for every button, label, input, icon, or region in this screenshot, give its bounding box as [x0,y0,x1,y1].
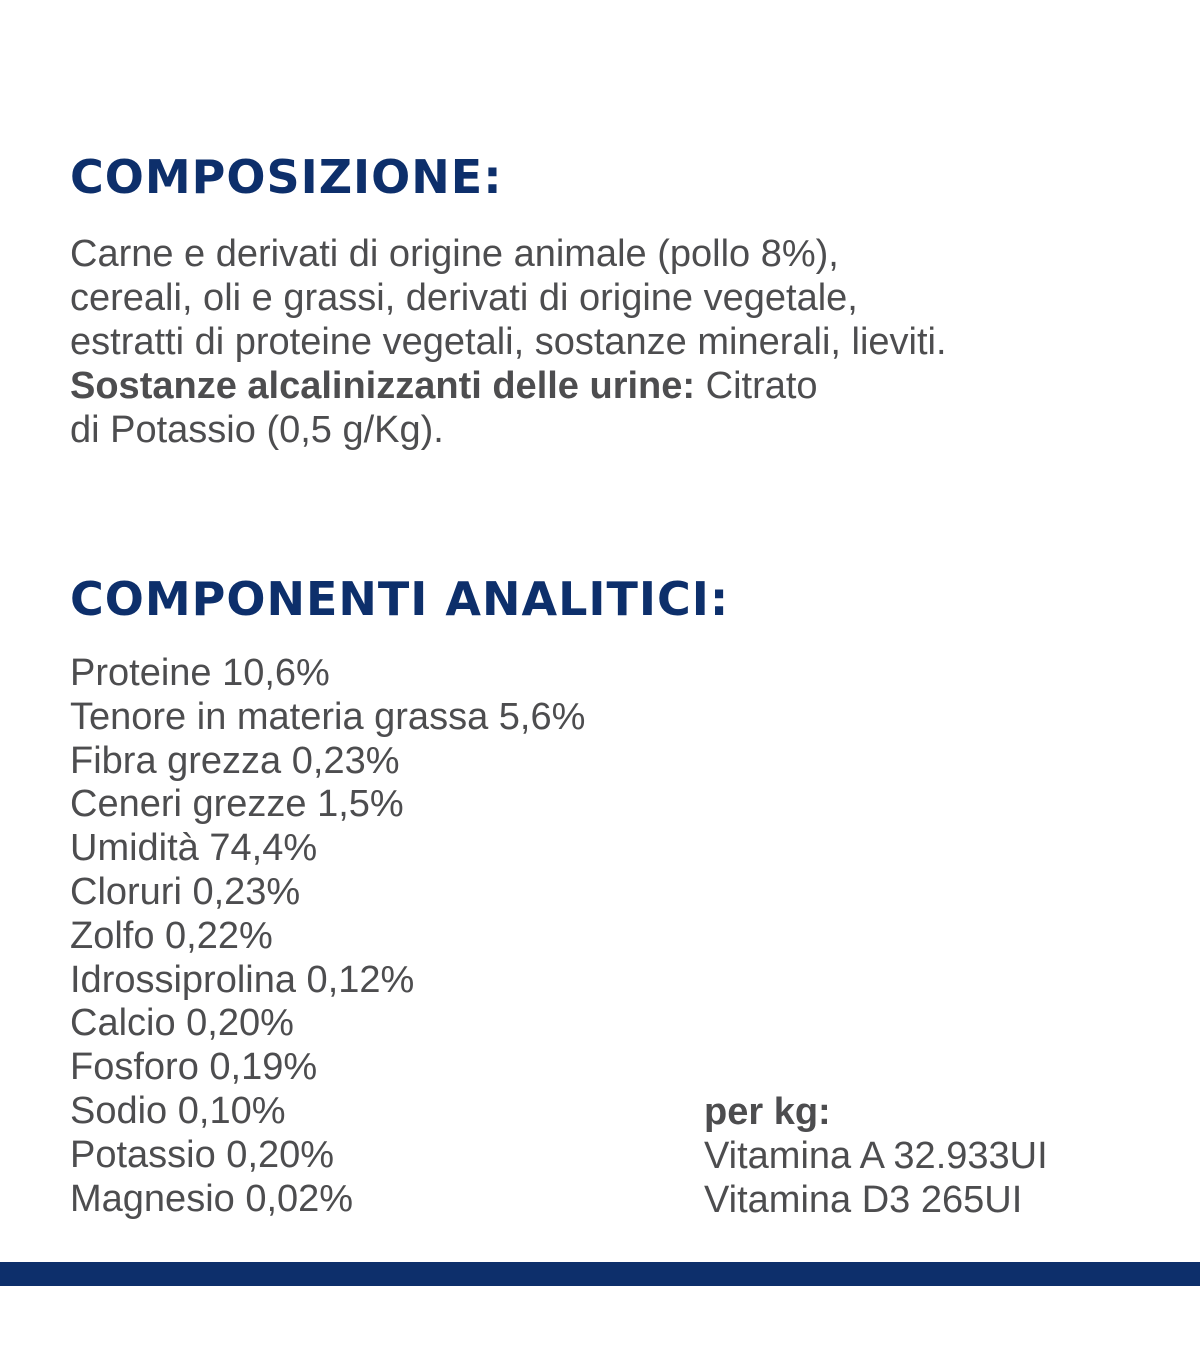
analytic-item-potassium: Potassio 0,20% [70,1133,335,1176]
analytic-item-sodium: Sodio 0,10% [70,1089,286,1132]
analytic-item-moisture: Umidità 74,4% [70,827,318,870]
composition-line: cereali, oli e grassi, derivati di origine vegetale, [70,277,858,319]
vitamins-label: per kg: [704,1091,831,1133]
analytic-item-magnesium: Magnesio 0,02% [70,1177,354,1220]
footer-bar [0,1262,1200,1286]
composition-line: estratti di proteine vegetali, sostanze minerali, lieviti. [70,321,947,363]
alkalizing-label: Sostanze alcalinizzanti delle urine: [70,365,696,407]
composition-line: Carne e derivati di origine animale (pollo 8%), [70,233,839,275]
vitamins-block [704,1090,1048,1222]
analytic-item-hydroxyproline: Idrossiprolina 0,12% [70,958,415,1001]
analytic-item-phosphorus: Fosforo 0,19% [70,1046,318,1089]
analytic-item-sulphur: Zolfo 0,22% [70,914,273,957]
analytic-item-fat: Tenore in materia grassa 5,6% [70,695,586,738]
alkalizing-value: Citrato [695,365,818,407]
composition-text [70,232,947,452]
vitamins-list [704,1134,1048,1222]
analytics-heading: COMPONENTI ANALITICI: [70,572,730,626]
analytic-item-proteine: Proteine 10,6% [70,652,330,694]
analytic-item-ash: Ceneri grezze 1,5% [70,783,404,826]
analytic-item-chlorides: Cloruri 0,23% [70,870,301,913]
alkalizing-value-continued: di Potassio (0,5 g/Kg). [70,409,444,451]
alkalizing-line [70,364,947,408]
vitamin-item-a: Vitamina A 32.933UI [704,1135,1048,1177]
analytics-list [70,652,585,1221]
vitamin-item-d3: Vitamina D3 265UI [704,1179,1023,1221]
analytic-item-fibre: Fibra grezza 0,23% [70,739,400,782]
analytic-item-calcium: Calcio 0,20% [70,1002,294,1045]
composition-heading: COMPOSIZIONE: [70,150,503,204]
